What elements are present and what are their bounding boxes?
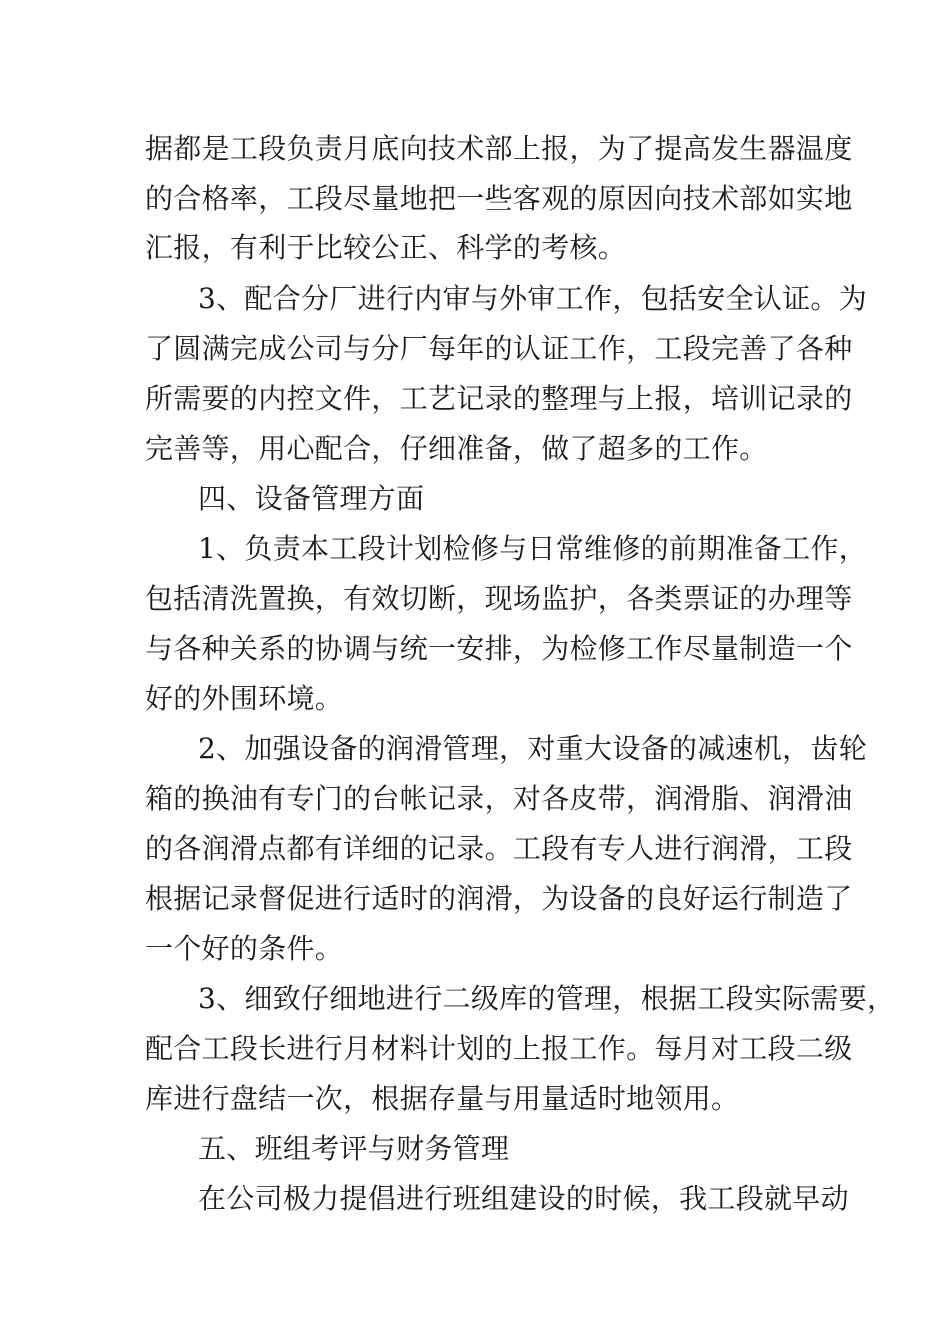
text-line: 包括清洗置换，有效切断，现场监护，各类票证的办理等 bbox=[145, 582, 853, 615]
text-line: 的各润滑点都有详细的记录。工段有专人进行润滑，工段 bbox=[145, 832, 853, 865]
text-line: 了圆满完成公司与分厂每年的认证工作，工段完善了各种 bbox=[145, 332, 853, 365]
text-line: 所需要的内控文件，工艺记录的整理与上报，培训记录的 bbox=[145, 382, 853, 415]
text-line: 的合格率，工段尽量地把一些客观的原因向技术部如实地 bbox=[145, 182, 853, 215]
paragraph-first-line: 3、配合分厂进行内审与外审工作，包括安全认证。为 bbox=[198, 282, 868, 315]
text-line: 据都是工段负责月底向技术部上报，为了提高发生器温度 bbox=[145, 132, 853, 165]
text-line: 箱的换油有专门的台帐记录，对各皮带，润滑脂、润滑油 bbox=[145, 782, 853, 815]
text-line: 与各种关系的协调与统一安排，为检修工作尽量制造一个 bbox=[145, 632, 853, 665]
text-line: 一个好的条件。 bbox=[145, 932, 344, 965]
paragraph-first-line: 2、加强设备的润滑管理，对重大设备的减速机，齿轮 bbox=[198, 732, 868, 765]
paragraph-first-line: 1、负责本工段计划检修与日常维修的前期准备工作， bbox=[198, 532, 868, 565]
text-line: 配合工段长进行月材料计划的上报工作。每月对工段二级 bbox=[145, 1032, 853, 1065]
paragraph-first-line: 在公司极力提倡进行班组建设的时候，我工段就早动 bbox=[198, 1182, 849, 1215]
text-line: 库进行盘结一次，根据存量与用量适时地领用。 bbox=[145, 1082, 740, 1115]
section-heading: 五、班组考评与财务管理 bbox=[198, 1132, 510, 1165]
text-line: 完善等，用心配合，仔细准备，做了超多的工作。 bbox=[145, 432, 768, 465]
text-line: 好的外围环境。 bbox=[145, 682, 344, 715]
section-heading: 四、设备管理方面 bbox=[198, 482, 425, 515]
text-line: 汇报，有利于比较公正、科学的考核。 bbox=[145, 231, 627, 264]
text-line: 根据记录督促进行适时的润滑，为设备的良好运行制造了 bbox=[145, 882, 853, 915]
paragraph-first-line: 3、细致仔细地进行二级库的管理，根据工段实际需要， bbox=[198, 982, 896, 1015]
